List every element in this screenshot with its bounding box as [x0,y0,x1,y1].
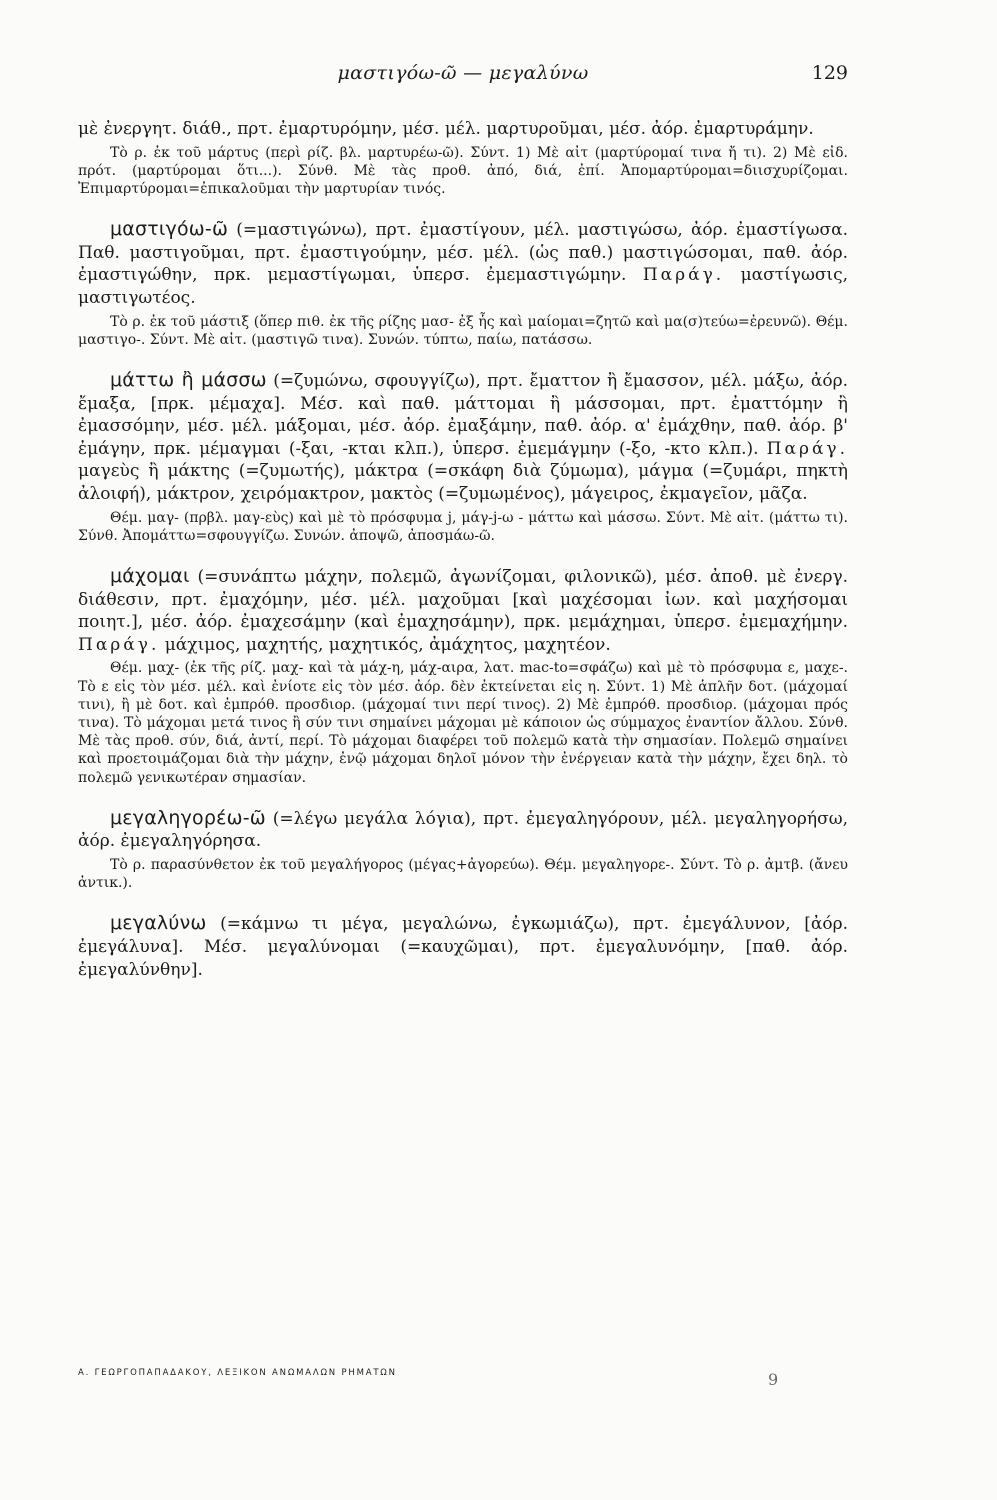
page-header [78,62,848,90]
derivatives: μάχιμος, μαχητής, μαχητικός, ἀμάχητος, μαχητέον. [164,634,611,655]
entry-forms: (=συνάπτω μάχην, πολεμῶ, ἀγωνίζομαι, φιλονικῶ), μέσ. ἀποθ. μὲ ἐνεργ. διάθεσιν, πρτ. ἐμαχόμην, μέσ. μέλ. μαχοῦμαι [καὶ μαχέσομαι ἰων. καὶ μαχήσομαι ποιητ.], μέσ. ἀόρ. ἐμαχεσάμην (καὶ ἐμαχησάμην), πρκ. μεμάχημαι, ὑπερσ. ἐμεμαχήμην. [78,566,849,633]
headword: μεγαληγορέω-ῶ [110,806,266,829]
entry-mastigoo [78,218,848,349]
signature-mark: 9 [768,1370,779,1389]
headword: μεγαλύνω [110,912,207,935]
entry-matto [78,369,848,545]
entry-forms: (=μαστιγώνω), πρτ. ἐμαστίγουν, μέλ. μαστιγώσω, ἀόρ. ἐμαστίγωσα. Παθ. μαστιγοῦμαι, πρτ. ἐμαστιγούμην, μέσ. μέλ. (ὡς παθ.) μαστιγώσομαι, παθ. ἀόρ. ἐμαστιγώθην, πρκ. μεμαστίγωμαι, ὑπερσ. ἐμεμαστιγώμην. [78,220,848,286]
headword: μάχομαι [110,564,190,587]
derivatives: μαγεὺς ἢ μάκτης (=ζυμωτής), μάκτρα (=σκάφη διὰ ζύμωμα), μάγμα (=ζυμάρι, πηκτὴ ἀλοιφή), μάκτρον, χειρόμακτρον, μακτὸς (=ζυμωμένος), μάγειρος, ἐκμαγεῖον, μᾶζα. [78,461,848,504]
entry-note: Θέμ. μαγ- (πρβλ. μαγ-εὺς) καὶ μὲ τὸ πρόσφυμα j, μάγ-j-ω - μάττω καὶ μάσσω. Σύντ. Μὲ αἰτ. (μάττω τι). Σύνθ. Ἀπομάττω=σφουγγίζω. Συνών. ἀποψῶ, ἀποσμάω-ῶ. [78,509,848,544]
entry-megalegoreo [78,807,848,893]
entry-forms: (=λέγω μεγάλα λόγια), πρτ. ἐμεγαληγόρουν, μέλ. μεγαληγορήσω, ἀόρ. ἐμεγαληγόρησα. [78,808,848,852]
entry-main-text [78,565,848,656]
page-number: 129 [811,62,848,84]
entry-note: Θέμ. μαχ- (ἐκ τῆς ρίζ. μαχ- καὶ τὰ μάχ-η, μάχ-αιρα, λατ. mac-to=σφάζω) καὶ μὲ τὸ πρόσφυμα ε, μαχε-. Τὸ ε εἰς τὸν μέσ. μέλ. καὶ ἐνίοτε εἰς τὸν μέσ. ἀόρ. δὲν ἐκτείνεται εἰς η. Σύντ. 1) Μὲ ἁπλῆν δοτ. (μάχομαί τινι), ἢ μὲ δοτ. καὶ ἐμπρόθ. προσδιορ. (μάχομαί τινι περί τινος). 2) Μὲ ἐμπρόθ. προσδιορ. (μάχομαι πρός τινα). Τὸ μάχομαι μετά τινος ἢ σύν τινι σημαίνει μάχομαι μὲ κάποιον ὡς σύμμαχος ἐναντίον ἄλλου. Σύνθ. Μὲ τὰς προθ. σύν, διά, ἀντί, περί. Τὸ μάχομαι διαφέρει τοῦ πολεμῶ κατὰ τὴν σημασίαν. Πολεμῶ σημαίνει καὶ προετοιμάζομαι διὰ τὴν μάχην, ἐνῷ μάχομαι δηλοῖ μόνον τὴν ἐνέργειαν κατὰ τὴν μάχην, ἔχει δηλ. τὸ πολεμῶ γενικωτέραν σημασίαν. [78,660,848,786]
entry-main-text [78,912,848,981]
derivatives: μαστίγωσις, μαστιγωτέος. [78,265,849,308]
entry-main-text [78,807,848,853]
entry-megalyno [78,912,848,981]
parag-label: Παράγ. [642,265,725,286]
entry-note: Τὸ ρ. ἐκ τοῦ μάστιξ (ὅπερ πιθ. ἐκ τῆς ρίζης μασ- ἐξ ἧς καὶ μαίομαι=ζητῶ καὶ μα(σ)τεύω=ἐρευνῶ). Θέμ. μαστιγο-. Σύντ. Μὲ αἰτ. (μαστιγῶ τινα). Συνών. τύπτω, παίω, πατάσσω. [78,313,848,348]
parag-label: Παράγ. [78,634,160,655]
entry-main-text: μὲ ἐνεργητ. διάθ., πρτ. ἐμαρτυρόμην, μέσ. μέλ. μαρτυροῦμαι, μέσ. ἀόρ. ἐμαρτυράμην. [78,119,814,139]
entry-forms: (=ζυμώνω, σφουγγίζω), πρτ. ἔματτον ἢ ἔμασσον, μέλ. μάξω, ἀόρ. ἔμαξα, [πρκ. μέμαχα]. Μέσ. καὶ παθ. μάττομαι ἢ μάσσομαι, πρτ. ἐματτόμην ἢ ἐμασσόμην, μέσ. μέλ. μάξομαι, μέσ. ἀόρ. ἐμαξάμην, παθ. ἀόρ. α' ἐμάχθην, παθ. ἀόρ. β' ἐμάγην, πρκ. μέμαγμαι (-ξαι, -κται κλπ.), ὑπερσ. ἐμεμάγμην (-ξο, -κτο κλπ.). [78,370,848,459]
entry-note: Τὸ ρ. παρασύνθετον ἐκ τοῦ μεγαλήγορος (μέγας+ἀγορεύω). Θέμ. μεγαληγορε-. Σύντ. Τὸ ρ. ἀμτβ. (ἄνευ ἀντικ.). [78,856,848,892]
entry-machomai [78,565,848,787]
headword: μάττω ἢ μάσσω [110,368,267,391]
running-title: μαστιγόω-ῶ — μεγαλύνω [337,62,589,84]
entry-note: Τὸ ρ. ἐκ τοῦ μάρτυς (περὶ ρίζ. βλ. μαρτυρέω-ῶ). Σύντ. 1) Μὲ αἰτ (μαρτύρομαί τινα ἤ τι). 2) Μὲ εἰδ. πρότ. (μαρτύρομαι ὅτι...). Σύνθ. Μὲ τὰς προθ. ἀπό, διά, ἐπί. Ἀπομαρτύρομαι=διισχυρίζομαι. Ἐπιμαρτύρομαι=ἐπικαλοῦμαι τὴν μαρτυρίαν τινός. [78,144,848,197]
page-body [78,118,848,1001]
imprint-line: Α. ΓΕΩΡΓΟΠΑΠΑΔΑΚΟΥ, ΛΕΞΙΚΟΝ ΑΝΩΜΑΛΩΝ ΡΗΜΑΤΩΝ [78,1368,397,1378]
parag-label: Παράγ. [766,438,848,459]
entry-main-text [78,218,848,309]
entry-continuation [78,118,848,198]
entry-main-text [78,369,848,506]
headword: μαστιγόω-ῶ [110,218,229,241]
entry-forms: (=κάμνω τι μέγα, μεγαλώνω, ἐγκωμιάζω), πρτ. ἐμεγάλυνον, [ἀόρ. ἐμεγάλυνα]. Μέσ. μεγαλύνομαι (=καυχῶμαι), πρτ. ἐμεγαλυνόμην, [παθ. ἀόρ. ἐμεγαλύνθην]. [78,914,848,980]
